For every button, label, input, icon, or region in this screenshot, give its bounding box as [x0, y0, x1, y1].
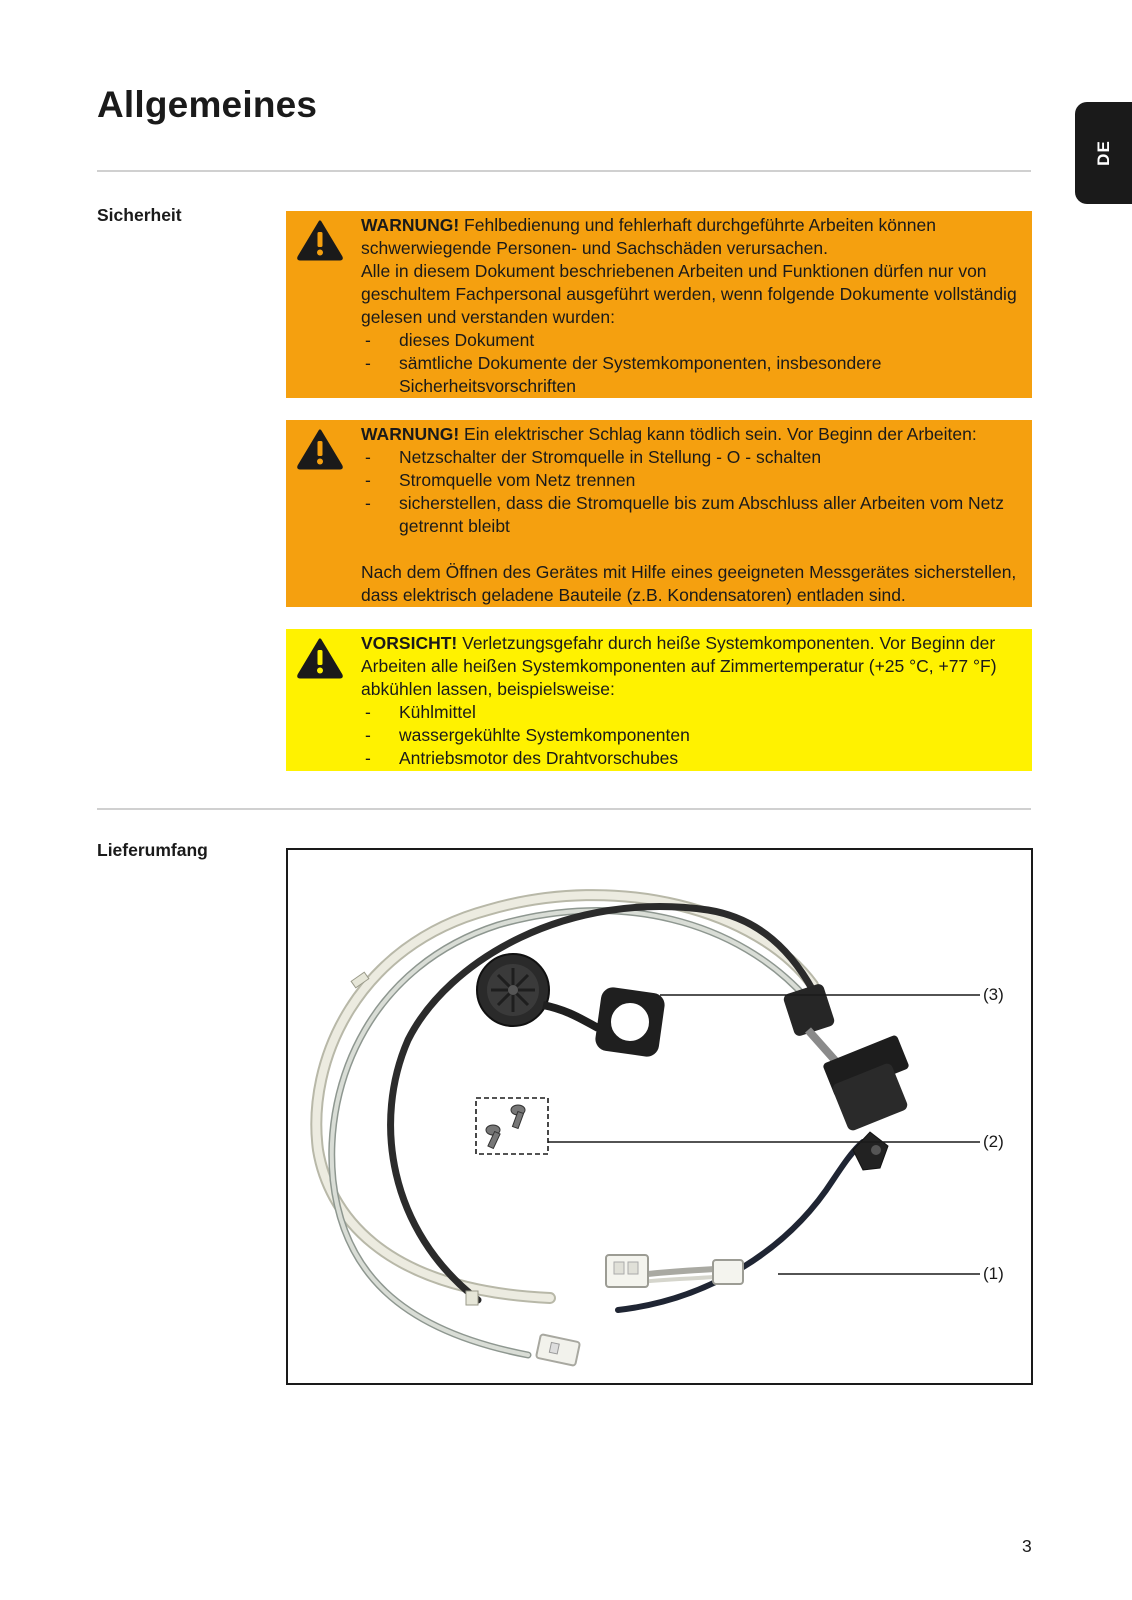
list-item: - Stromquelle vom Netz trennen — [361, 469, 1028, 492]
warning-list — [361, 446, 1028, 538]
signal-word: WARNUNG! — [361, 424, 460, 444]
warning-box-operation — [286, 211, 1032, 398]
warning-footer: Nach dem Öffnen des Gerätes mit Hilfe eines geeigneten Messgerätes sicherstellen, dass elektrisch geladene Bauteile (z.B. Kondensatoren) entladen sind. — [361, 562, 1017, 605]
page-number: 3 — [1022, 1536, 1032, 1556]
title-divider — [97, 170, 1031, 172]
warning-list — [361, 329, 1028, 398]
list-item: - Kühlmittel — [361, 701, 1028, 724]
warning-lead: Fehlbedienung und fehlerhaft durchgeführte Arbeiten können schwerwiegende Personen- und Sachschäden verursachen. — [361, 215, 936, 258]
section-divider — [97, 808, 1031, 810]
caution-box-hot-components — [286, 629, 1032, 771]
list-item: - sicherstellen, dass die Stromquelle bis zum Abschluss aller Arbeiten vom Netz getrennt bleibt — [361, 492, 1028, 538]
caution-list — [361, 701, 1028, 770]
section-label-safety: Sicherheit — [97, 205, 182, 225]
warning-lead: Ein elektrischer Schlag kann tödlich sein. Vor Beginn der Arbeiten: — [459, 424, 977, 444]
warning-body: Alle in diesem Dokument beschriebenen Arbeiten und Funktionen dürfen nur von geschultem Fachpersonal ausgeführt werden, wenn folgende Dokumente vollständig gelesen und verstanden wurden: — [361, 261, 1017, 327]
section-label-scope-of-supply: Lieferumfang — [97, 840, 208, 860]
signal-word: VORSICHT! — [361, 633, 458, 653]
language-tab-label: DE — [1093, 140, 1113, 166]
signal-word: WARNUNG! — [361, 215, 460, 235]
list-item: - sämtliche Dokumente der Systemkomponenten, insbesondere Sicherheitsvorschriften — [361, 352, 1028, 398]
warning-box-electric-shock — [286, 420, 1032, 607]
callout-2: (2) — [983, 1132, 1004, 1151]
scope-of-supply-figure — [286, 848, 1033, 1385]
callout-1: (1) — [983, 1264, 1004, 1283]
warning-triangle-icon — [296, 428, 344, 470]
list-item: - Antriebsmotor des Drahtvorschubes — [361, 747, 1028, 770]
warning-text — [361, 214, 1028, 260]
caution-text — [361, 632, 1028, 701]
warning-triangle-icon — [296, 219, 344, 261]
warning-triangle-icon — [296, 637, 344, 679]
language-tab[interactable] — [1075, 102, 1132, 204]
warning-text — [361, 423, 1028, 446]
cable-harness-illustration — [288, 850, 1031, 1383]
list-item: - dieses Dokument — [361, 329, 1028, 352]
list-item: - Netzschalter der Stromquelle in Stellung - O - schalten — [361, 446, 1028, 469]
callout-3: (3) — [983, 985, 1004, 1004]
page-title: Allgemeines — [97, 84, 318, 125]
caution-lead: Verletzungsgefahr durch heiße Systemkomponenten. Vor Beginn der Arbeiten alle heißen Systemkomponenten auf Zimmertemperatur (+25 °C, +77 °F) abkühlen lassen, beispielsweise: — [361, 633, 997, 699]
list-item: - wassergekühlte Systemkomponenten — [361, 724, 1028, 747]
